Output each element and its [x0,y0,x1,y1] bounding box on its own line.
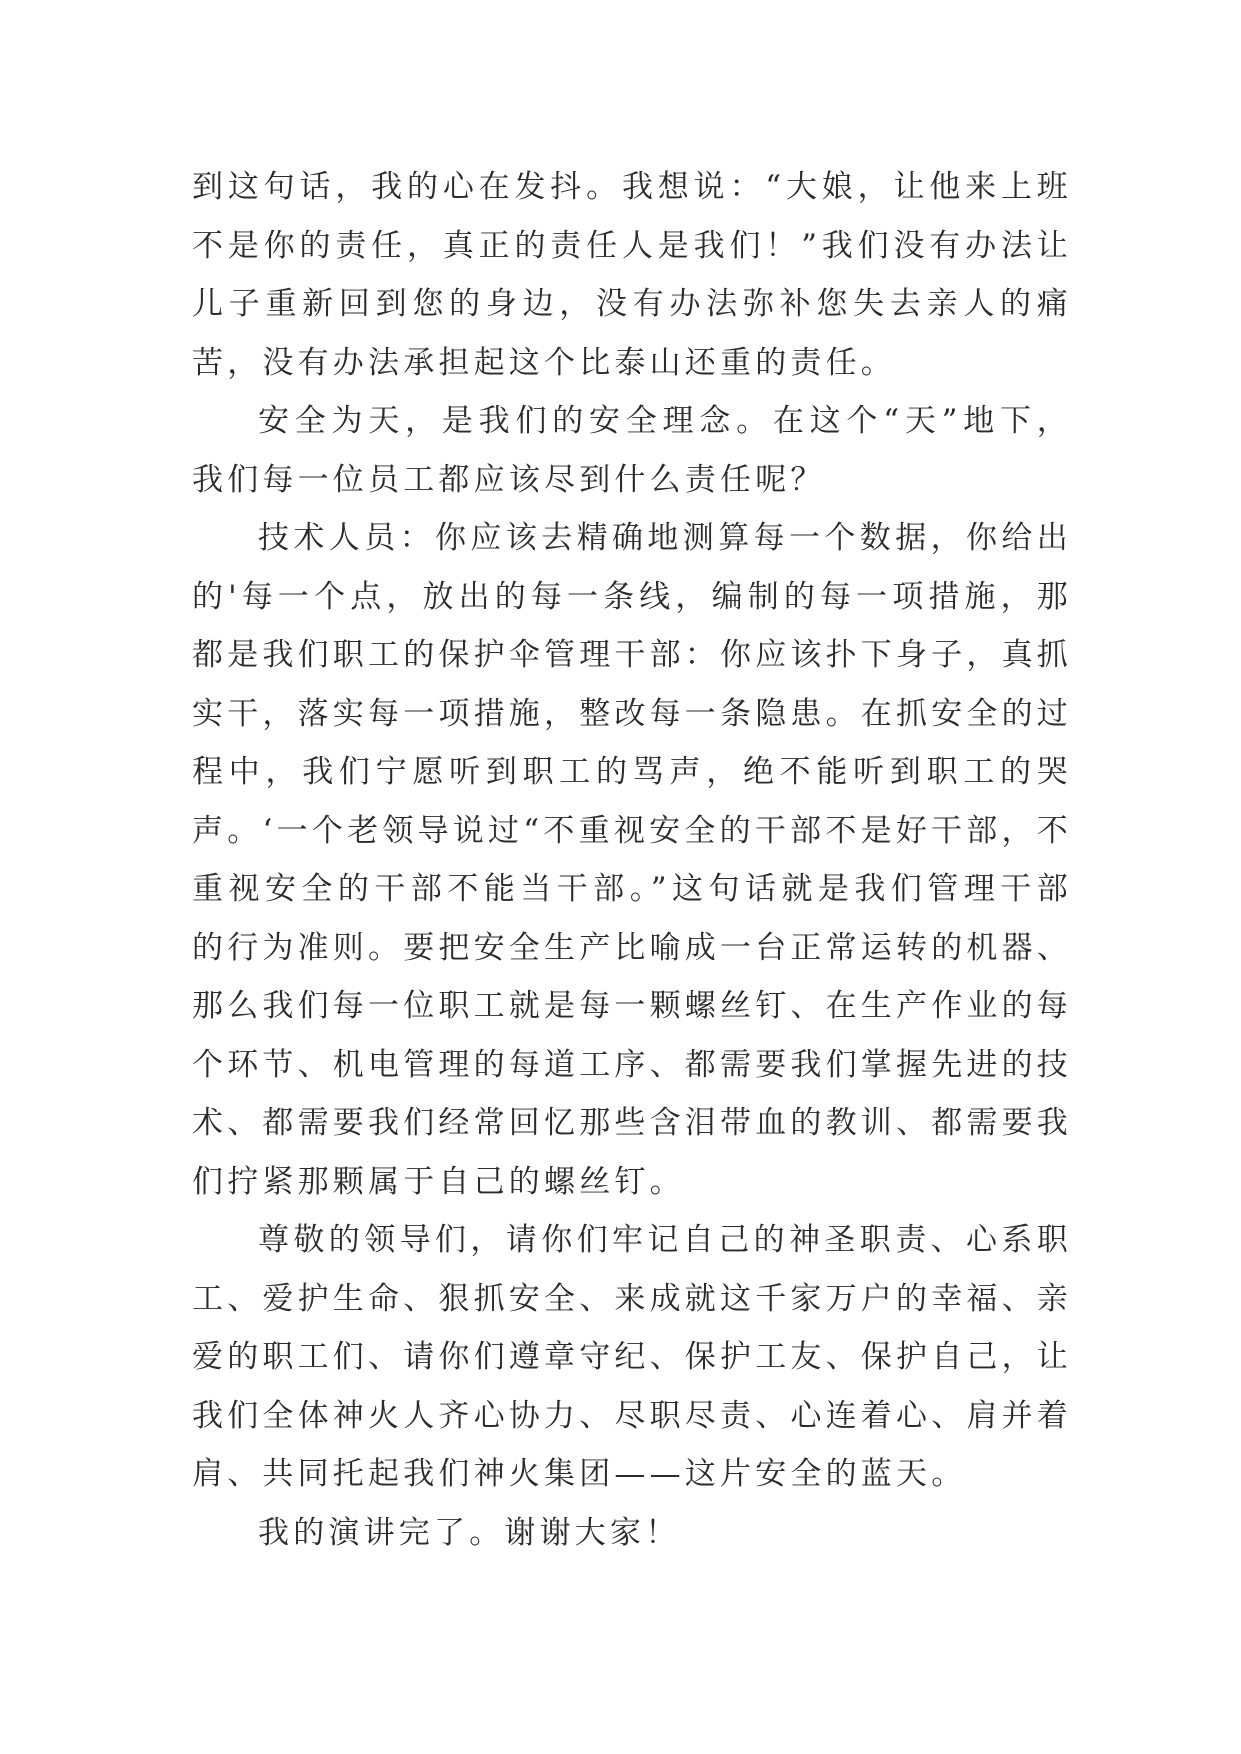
paragraph-appeal: 尊敬的领导们，请你们牢记自己的神圣职责、心系职工、爱护生命、狠抓安全、来成就这千家万户的幸福、亲爱的职工们、请你们遵章守纪、保护工友、保护自己，让我们全体神火人齐心协力、尽职尽责、心连着心、肩并着肩、共同托起我们神火集团——这片安全的蓝天。 [192,1222,1072,1492]
paragraph-safety-concept: 安全为天，是我们的安全理念。在这个“天”地下，我们每一位员工都应该尽到什么责任呢？ [192,403,1072,498]
paragraph-responsibilities: 技术人员：你应该去精确地测算每一个数据，你给出的'每一个点，放出的每一条线，编制的每一项措施，那都是我们职工的保护伞管理干部：你应该扑下身子，真抓实干，落实每一项措施，整改每一条隐患。在抓安全的过程中，我们宁愿听到职工的骂声，绝不能听到职工的哭声。‘一个老领导说过“不重视安全的干部不是好干部，不重视安全的干部不能当干部。”这句话就是我们管理干部的行为准则。要把安全生产比喻成一台正常运转的机器、那么我们每一位职工就是每一颗螺丝钉、在生产作业的每个环节、机电管理的每道工序、都需要我们掌握先进的技术、都需要我们经常回忆那些含泪带血的教训、都需要我们拧紧那颗属于自己的螺丝钉。 [192,520,1072,1200]
paragraph-closing: 我的演讲完了。谢谢大家！ [258,1514,681,1551]
paragraph-continuation: 到这句话，我的心在发抖。我想说：“大娘，让他来上班不是你的责任，真正的责任人是我们！”我们没有办法让儿子重新回到您的身边，没有办法弥补您失去亲人的痛苦，没有办法承担起这个比泰山还重的责任。 [192,169,1072,381]
document-body [192,158,1072,1562]
